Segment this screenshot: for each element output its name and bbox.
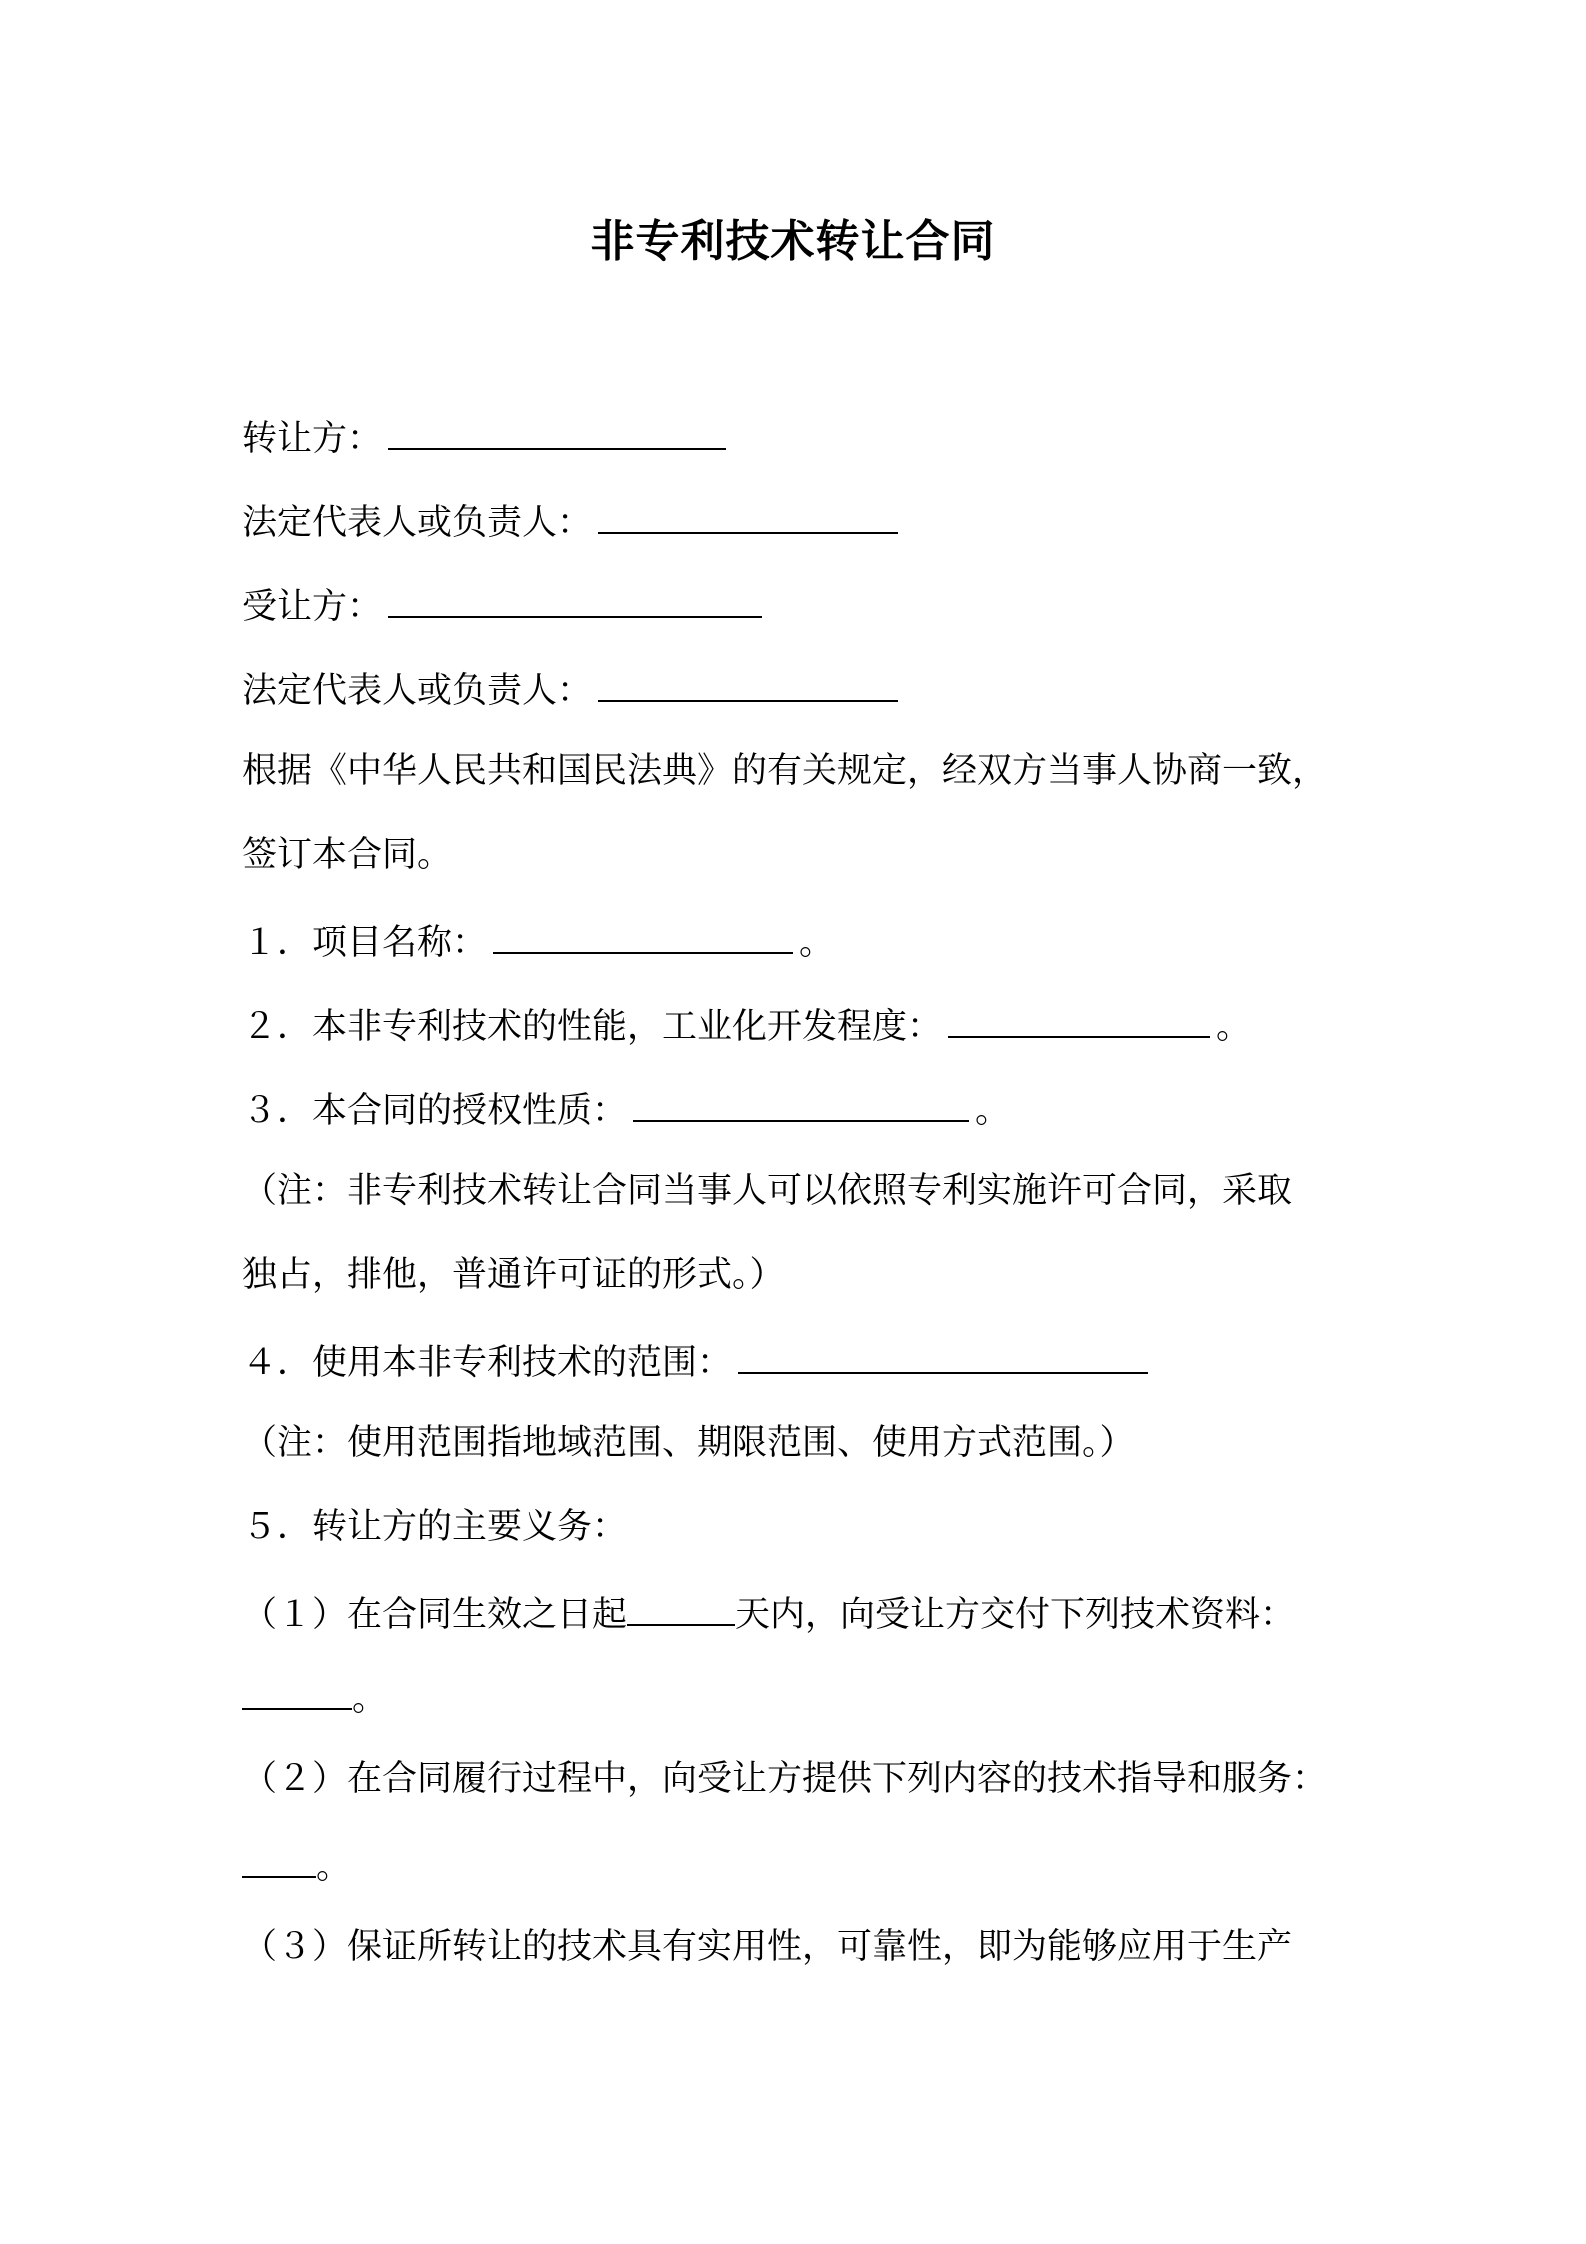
transferor-rep-label: 法定代表人或负责人： (242, 503, 593, 543)
item-1-end: 。 (799, 923, 835, 963)
item-3-line (242, 1082, 1010, 1136)
item-2-label: ２．本非专利技术的性能，工业化开发程度： (242, 1007, 943, 1047)
duty-3-line: （３）保证所转让的技术具有实用性，可靠性，即为能够应用于生产 (242, 1927, 1293, 1967)
item-2-end: 。 (1216, 1007, 1252, 1047)
item-3-label: ３．本合同的授权性质： (242, 1091, 628, 1131)
transferor-rep-blank (598, 494, 898, 534)
duty-1-line (242, 1586, 1295, 1640)
duty-2-blank (242, 1838, 316, 1878)
duty-1-continuation (242, 1670, 387, 1724)
transferor-label: 转让方： (242, 419, 383, 459)
item-1-line (242, 914, 834, 968)
duty-2-end: 。 (316, 1847, 352, 1887)
item-3-end: 。 (975, 1091, 1011, 1131)
preamble-line-2: 签订本合同。 (242, 835, 453, 875)
item-4-line (242, 1334, 1154, 1388)
transferor-line (242, 410, 732, 464)
transferee-rep-line (242, 662, 904, 716)
transferee-blank (388, 578, 762, 618)
item-4-blank (738, 1334, 1148, 1374)
duty-1-days-blank (627, 1586, 735, 1626)
item-3-blank (633, 1082, 969, 1122)
note-2-line: （注：使用范围指地域范围、期限范围、使用方式范围。） (242, 1423, 1135, 1463)
transferor-rep-line (242, 494, 904, 548)
duty-2-line: （２）在合同履行过程中，向受让方提供下列内容的技术指导和服务： (242, 1759, 1328, 1799)
duty-1-label-b: 天内，向受让方交付下列技术资料： (735, 1595, 1296, 1635)
item-2-line (242, 998, 1251, 1052)
duty-1-end: 。 (352, 1679, 388, 1719)
item-5-line: ５．转让方的主要义务： (242, 1507, 628, 1547)
note-1-line-2: 独占，排他，普通许可证的形式。） (242, 1255, 785, 1295)
item-2-blank (948, 998, 1210, 1038)
item-1-label: １．项目名称： (242, 923, 488, 963)
transferor-blank (388, 410, 726, 450)
duty-1-materials-blank (242, 1670, 352, 1710)
preamble-line-1: 根据《中华人民共和国民法典》的有关规定，经双方当事人协商一致， (242, 751, 1328, 791)
document-title: 非专利技术转让合同 (590, 216, 996, 267)
item-1-blank (493, 914, 793, 954)
transferee-line (242, 578, 768, 632)
transferee-rep-label: 法定代表人或负责人： (242, 671, 593, 711)
duty-1-label-a: （１）在合同生效之日起 (242, 1595, 628, 1635)
transferee-rep-blank (598, 662, 898, 702)
duty-2-continuation (242, 1838, 351, 1892)
note-1-line-1: （注：非专利技术转让合同当事人可以依照专利实施许可合同，采取 (242, 1171, 1293, 1211)
item-4-label: ４．使用本非专利技术的范围： (242, 1343, 733, 1383)
transferee-label: 受让方： (242, 587, 383, 627)
